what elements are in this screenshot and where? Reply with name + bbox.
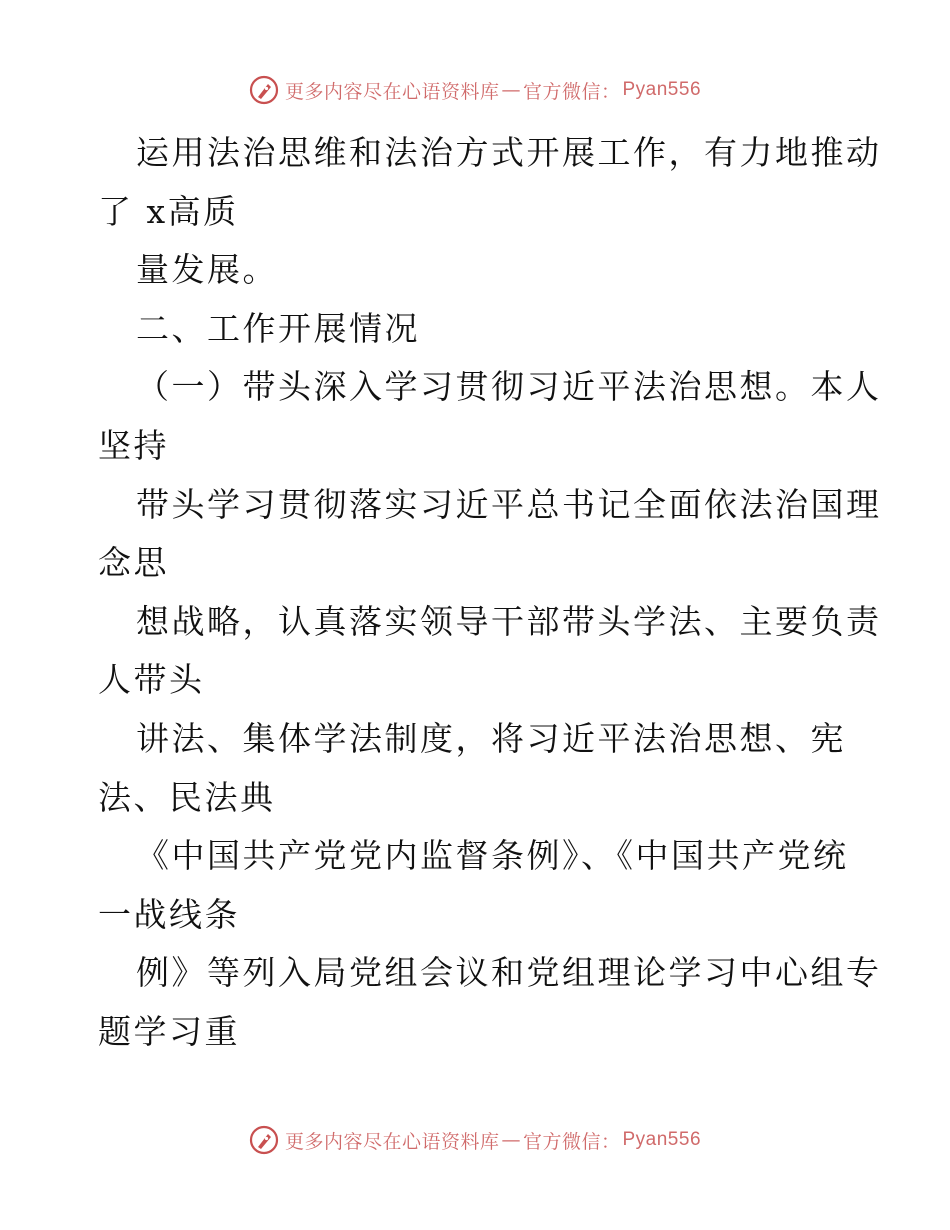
body-line-10: 人带头 [98, 660, 205, 700]
pen-nib-logo-icon [249, 1125, 279, 1155]
body-line-2: 了 x高质 [98, 191, 239, 231]
watermark-wechat-label: 官方微信： [522, 1130, 621, 1153]
body-line-9: 想战略，认真落实领导干部带头学法、主要负责 [136, 601, 882, 641]
body-line-13: 《中国共产党党内监督条例》、《中国共产党统 [136, 836, 849, 876]
pen-nib-logo-icon [249, 75, 279, 105]
body-line-15: 例》等列入局党组会议和党组理论学习中心组专 [136, 953, 882, 993]
body-line-12: 法、民法典 [98, 777, 276, 817]
section-heading: 二、工作开展情况 [136, 308, 420, 348]
body-line-14: 一战线条 [98, 894, 240, 934]
body-line-3: 量发展。 [136, 250, 278, 290]
body-line-1: 运用法治思维和法治方式开展工作，有力地推动 [136, 133, 882, 172]
body-line-8: 念思 [98, 543, 169, 583]
watermark-text: 更多内容尽在心语资料库 [284, 80, 500, 103]
body-line-6: 坚持 [98, 425, 169, 465]
body-line-11: 讲法、集体学法制度，将习近平法治思想、宪 [136, 718, 846, 758]
body-line-16: 题学习重 [98, 1011, 240, 1051]
watermark-separator: — [501, 79, 521, 101]
body-line-5: （一）带头深入学习贯彻习近平法治思想。本人 [136, 367, 882, 407]
watermark-wechat-label: 官方微信： [522, 80, 621, 103]
watermark-wechat-id: Pyan556 [622, 79, 702, 100]
footer-watermark [0, 1120, 950, 1160]
watermark-separator: — [501, 1129, 521, 1151]
body-line-7: 带头学习贯彻落实习近平总书记全面依法治国理 [136, 484, 882, 524]
watermark-wechat-id: Pyan556 [622, 1129, 702, 1150]
watermark-text: 更多内容尽在心语资料库 [284, 1130, 500, 1153]
header-watermark [0, 70, 950, 110]
document-body [98, 124, 882, 1062]
